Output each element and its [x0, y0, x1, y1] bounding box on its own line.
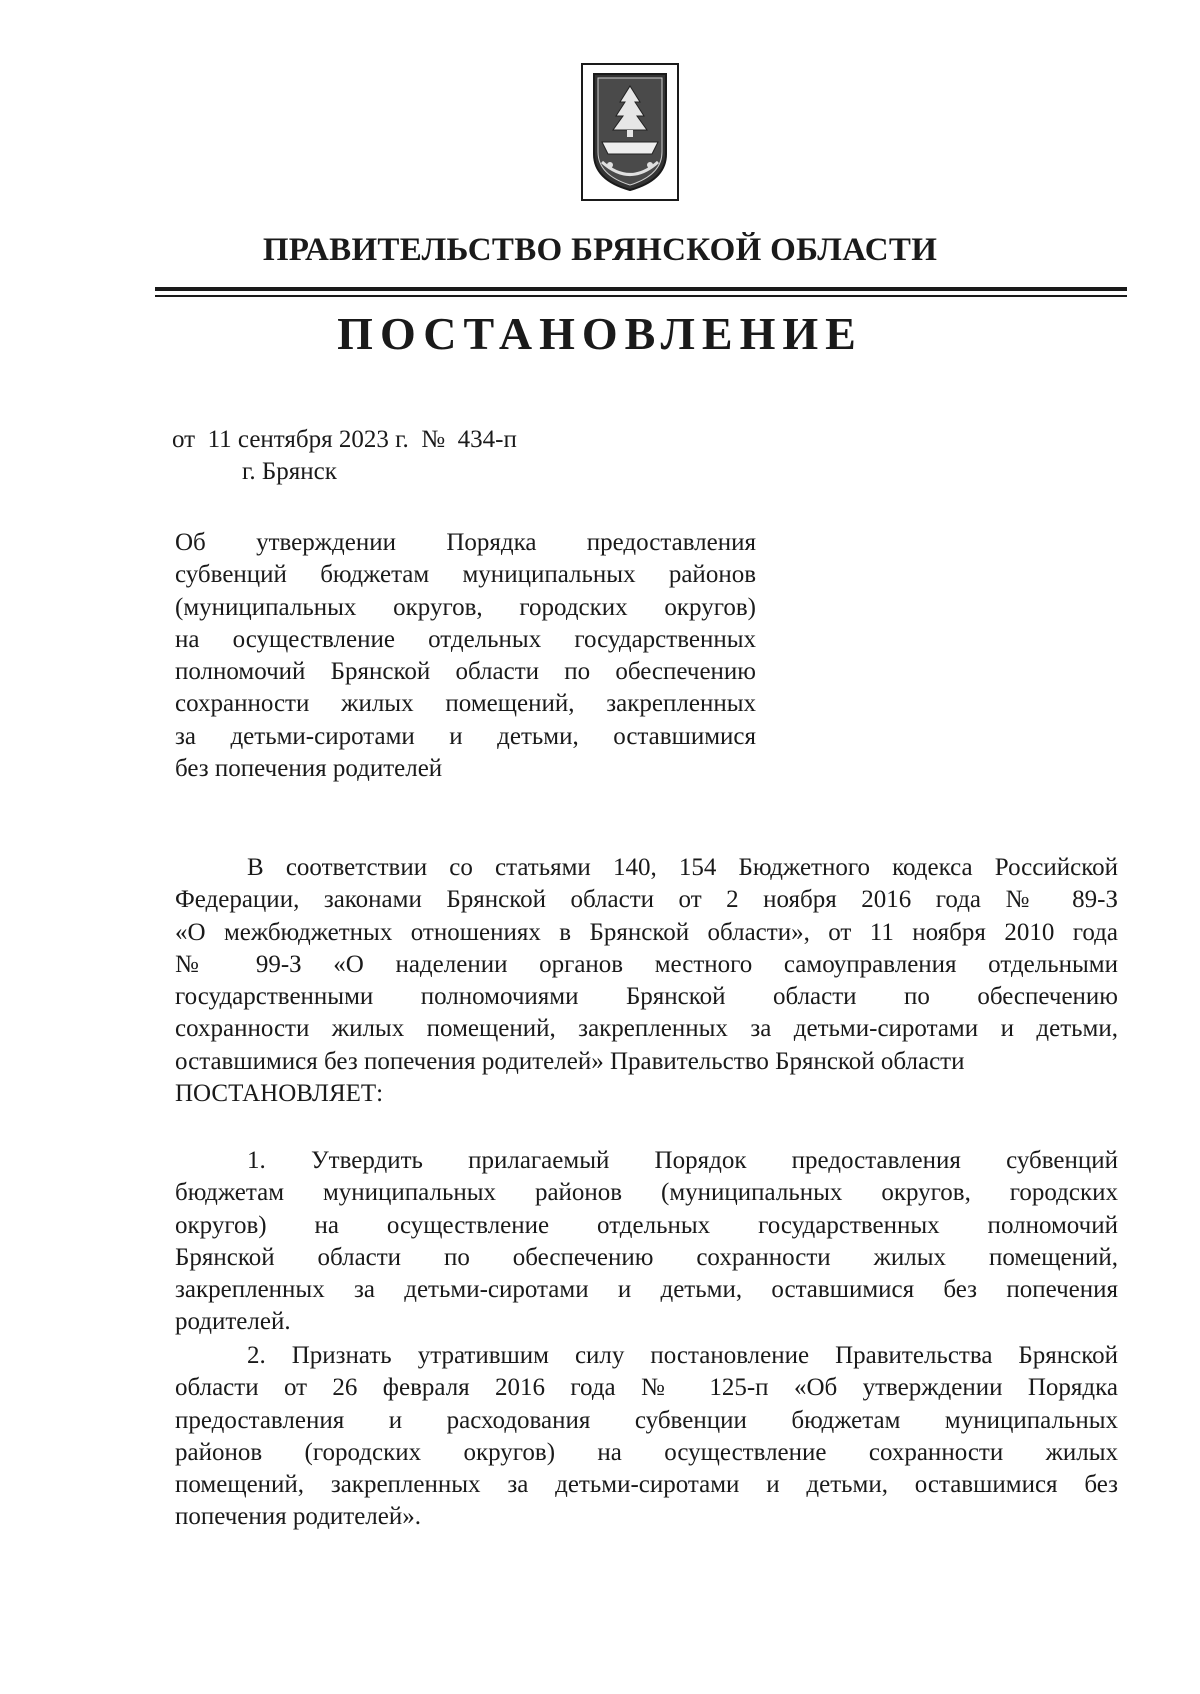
item-line: 2. Признать утратившим силу постановление Правительства Брянской	[247, 1342, 1118, 1369]
item-line: помещений, закрепленных за детьми-сиротами и детьми, оставшимися без	[175, 1471, 1118, 1499]
subject-line: сохранности жилых помещений, закрепленных	[175, 690, 756, 718]
item-line: округов) на осуществление отдельных государственных полномочий	[175, 1211, 1118, 1239]
item-line: бюджетам муниципальных районов (муниципальных округов, городских	[175, 1179, 1118, 1207]
document-subject	[175, 527, 756, 785]
subject-line: субвенций бюджетам муниципальных районов	[175, 561, 756, 589]
subject-line: без попечения родителей	[175, 755, 443, 783]
header-divider-thin	[155, 295, 1127, 297]
preamble-paragraph	[175, 852, 1118, 1110]
organization-title: ПРАВИТЕЛЬСТВО БРЯНСКОЙ ОБЛАСТИ	[262, 232, 938, 268]
resolution-item-2	[175, 1340, 1118, 1534]
item-line: закрепленных за детьми-сиротами и детьми, оставшимися без попечения	[175, 1276, 1118, 1304]
subject-line: (муниципальных округов, городских округов)	[175, 593, 756, 621]
preamble-line: оставшимися без попечения родителей» Правительство Брянской области	[175, 1047, 965, 1075]
document-city: г. Брянск	[242, 458, 337, 485]
subject-line: за детьми-сиротами и детьми, оставшимися	[175, 722, 756, 750]
preamble-line: «О межбюджетных отношениях в Брянской области», от 11 ноября 2010 года	[175, 918, 1118, 946]
item-line: 1. Утвердить прилагаемый Порядок предоставления субвенций	[247, 1147, 1118, 1174]
item-line: Брянской области по обеспечению сохранности жилых помещений,	[175, 1243, 1118, 1271]
subject-line: на осуществление отдельных государственных	[175, 625, 756, 653]
subject-line: полномочий Брянской области по обеспечению	[175, 658, 756, 686]
preamble-line: Федерации, законами Брянской области от 2 ноября 2016 года № 89-З	[175, 886, 1118, 914]
header-divider-thick	[155, 287, 1127, 291]
preamble-line: государственными полномочиями Брянской области по обеспечению	[175, 983, 1118, 1011]
resolution-keyword: ПОСТАНОВЛЯЕТ:	[175, 1080, 384, 1108]
item-line: родителей.	[175, 1308, 291, 1336]
document-date-number: от 11 сентября 2023 г. № 434-п	[172, 426, 517, 453]
subject-line: Об утверждении Порядка предоставления	[175, 529, 756, 556]
coat-of-arms-icon	[580, 62, 680, 202]
item-line: предоставления и расходования субвенции бюджетам муниципальных	[175, 1406, 1118, 1434]
preamble-line: сохранности жилых помещений, закрепленных за детьми-сиротами и детьми,	[175, 1015, 1118, 1043]
preamble-line: № 99-З «О наделении органов местного самоуправления отдельными	[175, 950, 1118, 978]
item-line: районов (городских округов) на осуществление сохранности жилых	[175, 1438, 1118, 1466]
item-line: попечения родителей».	[175, 1503, 422, 1531]
resolution-item-1	[175, 1145, 1118, 1339]
preamble-line: В соответствии со статьями 140, 154 Бюджетного кодекса Российской	[247, 854, 1118, 881]
document-type-title: ПОСТАНОВЛЕНИЕ	[337, 308, 863, 359]
item-line: области от 26 февраля 2016 года № 125-п «Об утверждении Порядка	[175, 1374, 1118, 1402]
